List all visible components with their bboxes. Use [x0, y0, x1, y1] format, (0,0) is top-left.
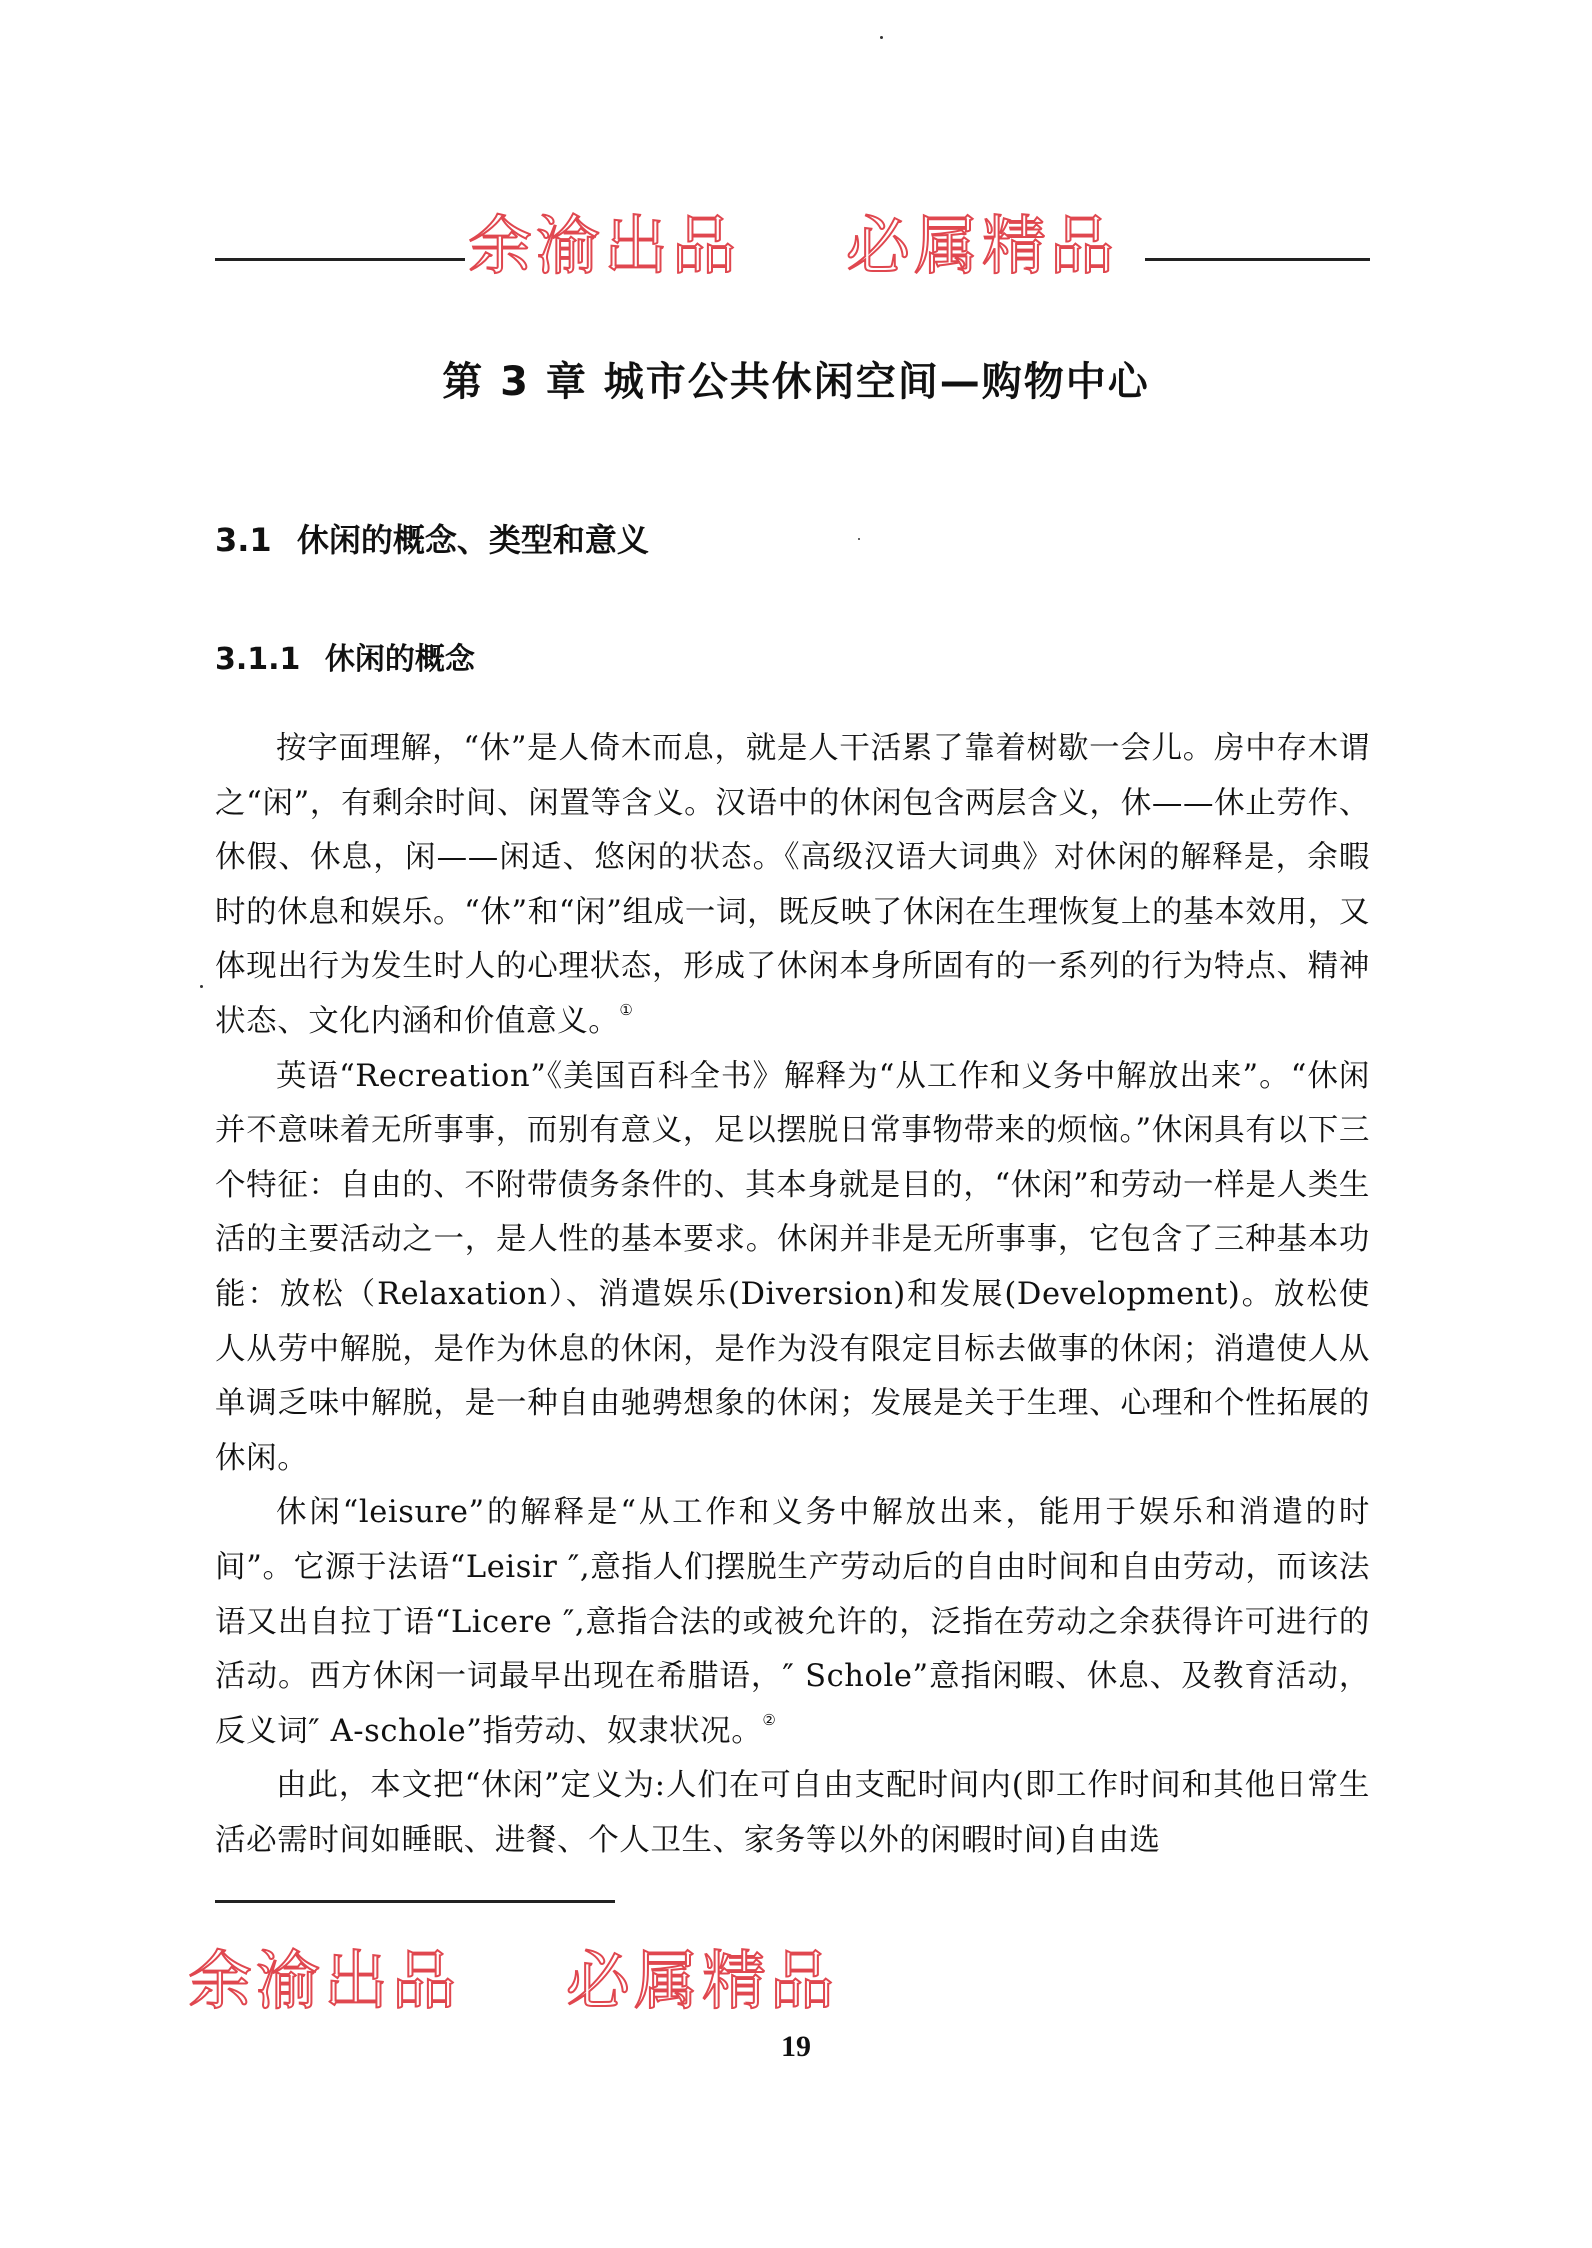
- section-title: 休闲的概念、类型和意义: [296, 521, 649, 559]
- footnote-marker: ②: [762, 1710, 777, 1729]
- header-rule-right: [1145, 258, 1370, 261]
- scan-speck: [200, 985, 203, 988]
- watermark-top-right: 必属精品: [846, 210, 1118, 284]
- watermark-bottom-right: 必属精品: [566, 1945, 838, 2019]
- section-number: 3.1: [215, 521, 272, 559]
- subsection-title: 休闲的概念: [324, 642, 475, 677]
- paragraph-text: 英语“Recreation”《美国百科全书》解释为“从工作和义务中解放出来”。“休闲并不意味着无所事事，而别有意义，足以摆脱日常事物带来的烦恼。”休闲具有以下三个特征：自由的、不附带债务条件的、其本身就是目的，“休闲”和劳动一样是人类生活的主要活动之一，是人性的基本要求。休闲并非是无所事事，它包含了三种基本功能：放松（Relaxation）、消遣娱乐(Diversion)和发展(Development)。放松使人从劳中解脱，是作为休息的休闲，是作为没有限定目标去做事的休闲；消遣使人从单调乏味中解脱，是一种自由驰骋想象的休闲；发展是关于生理、心理和个性拓展的休闲。: [215, 1058, 1370, 1476]
- footnote-marker: ①: [619, 1000, 634, 1019]
- watermark-top-left: 余渝出品: [468, 210, 740, 284]
- watermark-bottom-left: 余渝出品: [188, 1945, 460, 2019]
- subsection-number: 3.1.1: [215, 642, 301, 677]
- paragraph-text: 由此，本文把“休闲”定义为:人们在可自由支配时间内(即工作时间和其他日常生活必需时间如睡眠、进餐、个人卫生、家务等以外的闲暇时间)自由选: [215, 1768, 1370, 1858]
- paragraph: [215, 1050, 1370, 1487]
- chapter-title: 第 3 章 城市公共休闲空间—购物中心: [442, 359, 1150, 405]
- scan-speck: [858, 538, 860, 540]
- header-rule-left: [215, 258, 465, 261]
- footnote-rule: [215, 1900, 615, 1903]
- scan-speck: [880, 36, 883, 39]
- subsection-heading: [215, 634, 475, 678]
- paragraph-text: 休闲“leisure”的解释是“从工作和义务中解放出来，能用于娱乐和消遣的时间”。它源于法语“Leisir ″,意指人们摆脱生产劳动后的自由时间和自由劳动，而该法语又出自拉丁语“Licere ″,意指合法的或被允许的，泛指在劳动之余获得许可进行的活动。西方休闲一词最早出现在希腊语，″ Schole”意指闲暇、休息、及教育活动，反义词″ A-schole”指劳动、奴隶状况。: [215, 1495, 1370, 1749]
- paragraph: [215, 1759, 1370, 1868]
- paragraph: [215, 1486, 1370, 1759]
- paragraph-text: 按字面理解，“休”是人倚木而息，就是人干活累了靠着树歇一会儿。房中存木谓之“闲”，有剩余时间、闲置等含义。汉语中的休闲包含两层含义，休——休止劳作、休假、休息，闲——闲适、悠闲的状态。《高级汉语大词典》对休闲的解释是，余暇时的休息和娱乐。“休”和“闲”组成一词，既反映了休闲在生理恢复上的基本效用，又体现出行为发生时人的心理状态，形成了休闲本身所固有的一系列的行为特点、精神状态、文化内涵和价值意义。: [215, 731, 1370, 1039]
- page-number: 19: [781, 2030, 811, 2063]
- section-heading: [215, 515, 649, 561]
- paragraph: [215, 722, 1370, 1050]
- body-text: [215, 722, 1370, 1868]
